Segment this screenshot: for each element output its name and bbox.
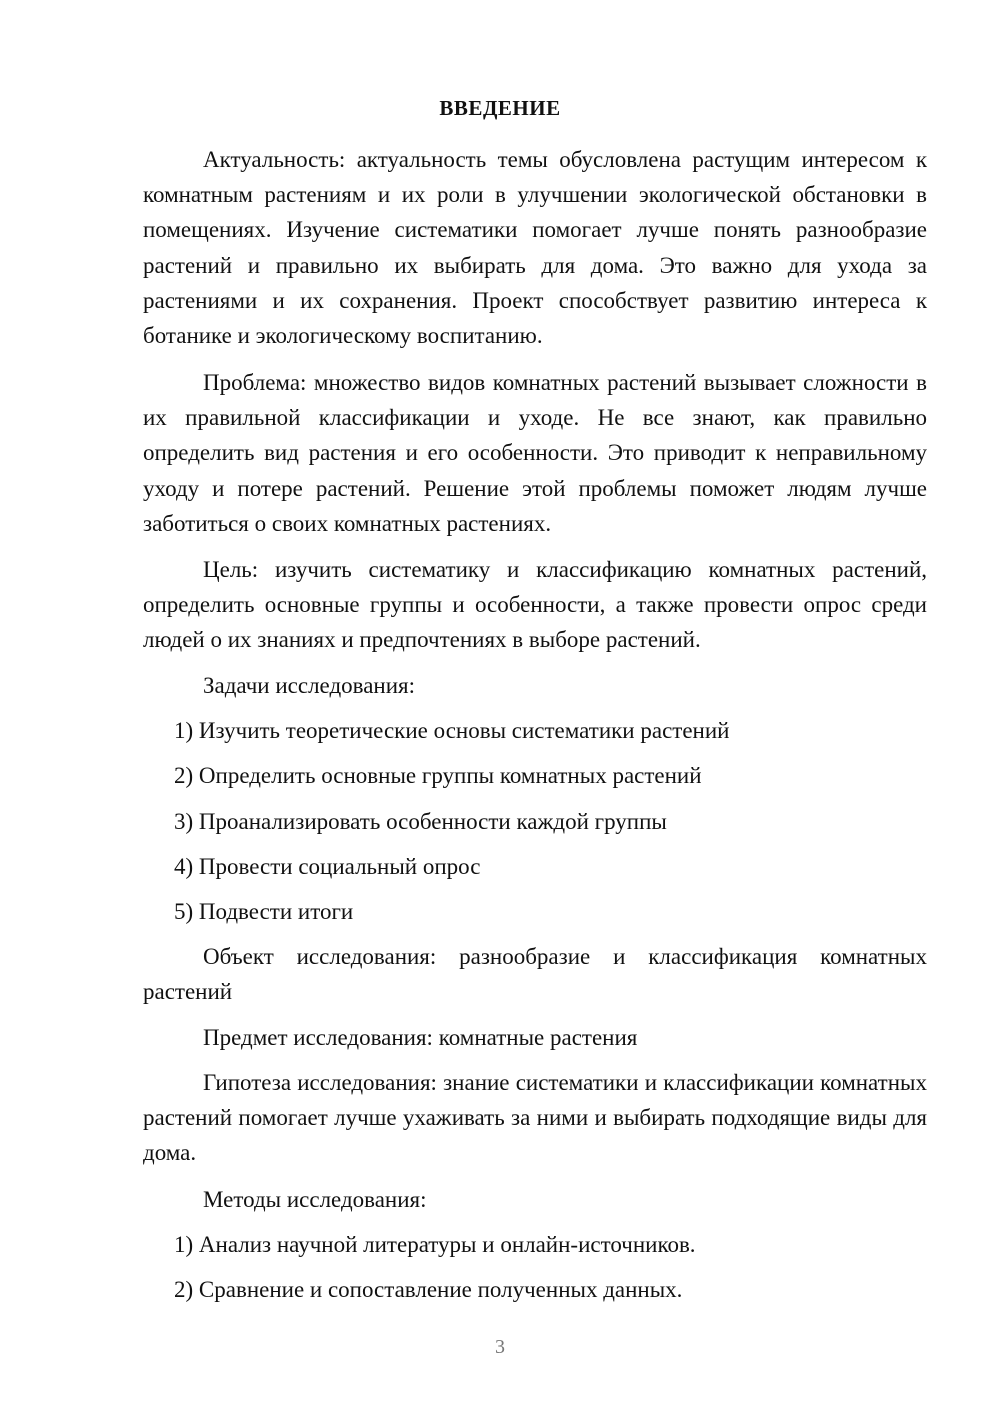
task-item-1: 1) Изучить теоретические основы систематики растений: [174, 718, 730, 743]
task-item-4: 4) Провести социальный опрос: [174, 854, 481, 879]
hypothesis-paragraph: Гипотеза исследования: знание систематики и классификации комнатных растений помогает лучше ухаживать за ними и выбирать подходящие виды для дома.: [143, 1070, 927, 1166]
relevance-paragraph: Актуальность: актуальность темы обусловлена растущим интересом к комнатным растениям и их роли в улучшении экологической обстановки в помещениях. Изучение систематики помогает лучше понять разнообразие растений и правильно их выбирать для дома. Это важно для ухода за растениями и их сохранения. Проект способствует развитию интереса к ботанике и экологическому воспитанию.: [143, 147, 927, 349]
object-paragraph: Объект исследования: разнообразие и классификация комнатных растений: [143, 944, 927, 1005]
page-title: ВВЕДЕНИЕ: [439, 96, 561, 120]
goal-paragraph: Цель: изучить систематику и классификацию комнатных растений, определить основные группы и особенности, а также провести опрос среди людей о их знаниях и предпочтениях в выборе растений.: [143, 557, 927, 653]
problem-paragraph: Проблема: множество видов комнатных растений вызывает сложности в их правильной классификации и уходе. Не все знают, как правильно определить вид растения и его особенности. Это приводит к неправильному уходу и потере растений. Решение этой проблемы поможет людям лучше заботиться о своих комнатных растениях.: [143, 370, 927, 536]
page-number: 3: [495, 1336, 505, 1358]
subject-paragraph: Предмет исследования: комнатные растения: [203, 1025, 638, 1050]
methods-heading: Методы исследования:: [203, 1187, 427, 1212]
method-item-1: 1) Анализ научной литературы и онлайн-источников.: [174, 1232, 696, 1257]
task-item-5: 5) Подвести итоги: [174, 899, 354, 924]
tasks-heading: Задачи исследования:: [203, 673, 416, 698]
method-item-2: 2) Сравнение и сопоставление полученных данных.: [174, 1277, 683, 1302]
task-item-3: 3) Проанализировать особенности каждой группы: [174, 809, 667, 834]
task-item-2: 2) Определить основные группы комнатных растений: [174, 763, 702, 788]
